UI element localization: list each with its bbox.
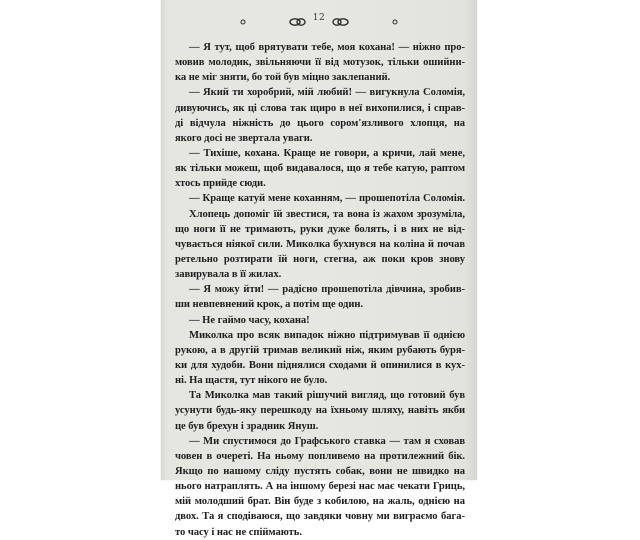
text-line: мій молодший брат. Він буде з кобилою, на жаль, однією на (175, 496, 465, 508)
text-line: ретельно розтирати їй ноги, стегна, аж поки кров знову (175, 253, 465, 265)
text-line: рукою, а в другій тримав великий ніж, яким рубають буря- (175, 344, 465, 356)
text-line: то часу і нас не спіймають. (175, 526, 302, 538)
text-line: ши невпевнений крок, а потім ще один. (175, 299, 364, 311)
text-line: — Краще катуй мене коханням, — прошепотіла Соломія. (189, 193, 465, 205)
text-line: Та Миколка мав такий рішучий вигляд, що готовий був (189, 390, 465, 402)
text-line: — Ми спустимося до Графського ставка — там я сховав (189, 435, 465, 447)
text-line: — Не гаймо часу, кохана! (189, 314, 310, 326)
text-line: ді відчула ніжність до цього сором'язливого хлопця, на (175, 117, 465, 129)
text-line: як тільки можеш, щоб видавалося, що я тебе катую, раптом (175, 163, 465, 175)
text-line: ка не міг зняти, бо той був міцно заклепаний. (175, 72, 391, 84)
text-line: човен в очереті. На ньому попливемо на протилежний бік. (175, 450, 465, 462)
text-line: — Тихіше, кохана. Краще не говори, а кричи, лай мене, (189, 147, 465, 159)
text-line: хтось прийде сюди. (175, 178, 266, 190)
text-line: чувається ніякої сили. Миколка бухнувся на коліна й почав (175, 238, 465, 250)
text-line: Якщо по нашому сліду пустять собак, вони не швидко на (175, 465, 465, 477)
text-line: якого досі не звертала уваги. (175, 132, 313, 144)
text-line: що ноги її не тримають, руки дуже болять, і в них не від- (175, 223, 465, 235)
text-line: — Я тут, щоб врятувати тебе, моя кохана! — ніжно про- (189, 42, 465, 53)
text-line: — Я можу йти! — радісно прошепотіла дівчина, зробив- (189, 284, 465, 296)
text-line: двох. Та я сподіваюся, що завдяки човну ми виграємо бага- (175, 511, 465, 523)
text-line: ні. На щастя, тут нікого не було. (175, 375, 328, 387)
book-page (161, 0, 477, 538)
text-line: — Який ти хоробрий, мій любий! — вигукнула Соломія, (189, 87, 465, 99)
page-number: 12 (312, 13, 326, 23)
text-line: Хлопець допоміг їй звестися, та вона із жахом зрозуміла, (189, 208, 465, 220)
text-line: мовив молодик, звільняючи її від мотузок, тільки ошийни- (175, 57, 465, 69)
text-line: завирувала в її жилах. (175, 269, 282, 281)
text-line: усунути будь-яку перешкоду на їхньому шляху, навіть якби (175, 405, 465, 417)
text-line: дивуючись, як ці слова так щиро в неї вихопилися, і справ- (175, 102, 465, 114)
text-line: нього натраплять. А на іншому березі нас має чекати Гриць, (175, 481, 465, 493)
text-line: це був брехун і зрадник Януш. (175, 420, 319, 432)
text-line: ки для худоби. Вони піднялися сходами й опинилися в кух- (175, 359, 465, 371)
page-text-body (175, 40, 465, 540)
text-line: Миколка про всяк випадок ніжно підтримував її однією (189, 329, 465, 341)
